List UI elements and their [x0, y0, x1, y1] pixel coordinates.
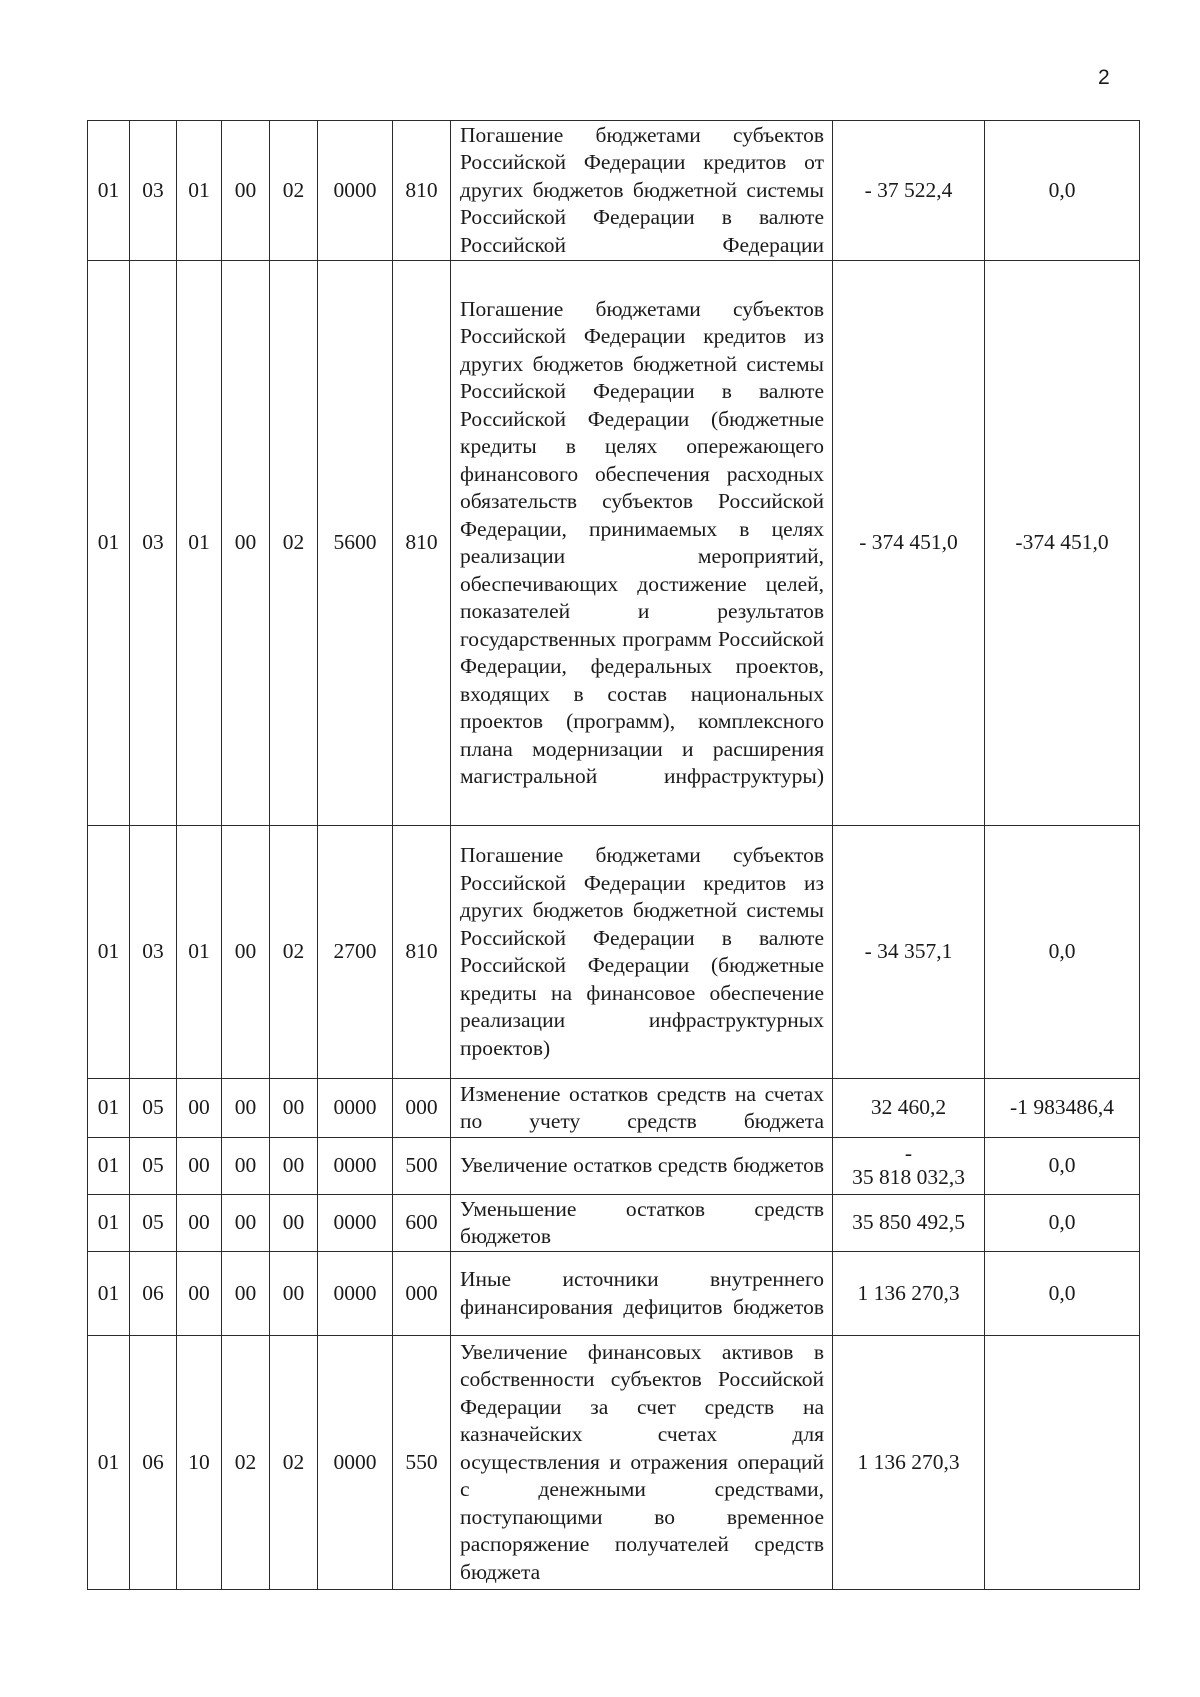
code-cell: 00 [222, 121, 270, 261]
table-row [88, 1195, 1140, 1252]
value-cell-1: - 34 357,1 [833, 826, 985, 1079]
code-cell: 000 [393, 1079, 451, 1138]
value-cell-1: - 37 522,4 [833, 121, 985, 261]
code-cell: 00 [270, 1079, 318, 1138]
code-cell: 810 [393, 826, 451, 1079]
code-cell: 02 [270, 121, 318, 261]
table-row [88, 1336, 1140, 1590]
code-cell: 00 [177, 1252, 222, 1336]
code-cell: 02 [222, 1336, 270, 1590]
code-cell: 00 [270, 1252, 318, 1336]
description-text: Изменение остатков средств на счетах по учету средств бюджета [460, 1081, 824, 1133]
description-text: Погашение бюджетами субъектов Российской Федерации кредитов от других бюджетов бюджетной системы Российской Федерации в валюте Российской Федерации [460, 122, 824, 257]
description-cell [451, 121, 833, 261]
value-cell-2: 0,0 [985, 1138, 1140, 1195]
code-cell: 00 [270, 1138, 318, 1195]
table-row [88, 826, 1140, 1079]
table-row [88, 1079, 1140, 1138]
code-cell: 00 [222, 826, 270, 1079]
value-cell-2 [985, 1336, 1140, 1590]
description-text: Уменьшение остатков средств бюджетов [460, 1196, 824, 1248]
value-cell-1: 1 136 270,3 [833, 1336, 985, 1590]
code-cell: 01 [88, 1336, 130, 1590]
code-cell: 550 [393, 1336, 451, 1590]
code-cell: 01 [88, 121, 130, 261]
value-cell-1: 32 460,2 [833, 1079, 985, 1138]
code-cell: 00 [222, 1252, 270, 1336]
value-prefix: - [904, 1141, 913, 1165]
code-cell: 02 [270, 261, 318, 826]
code-cell: 01 [177, 121, 222, 261]
value-main: 35 818 032,3 [852, 1165, 965, 1189]
code-cell: 01 [177, 826, 222, 1079]
code-cell: 00 [222, 1138, 270, 1195]
description-text: Увеличение остатков средств бюджетов [460, 1153, 824, 1178]
code-cell: 00 [177, 1079, 222, 1138]
value-cell-1: 1 136 270,3 [833, 1252, 985, 1336]
code-cell: 05 [130, 1079, 177, 1138]
value-cell-1: 35 850 492,5 [833, 1195, 985, 1252]
code-cell: 01 [177, 261, 222, 826]
code-cell: 000 [393, 1252, 451, 1336]
table-row [88, 1252, 1140, 1336]
value-cell-2: -374 451,0 [985, 261, 1140, 826]
code-cell: 05 [130, 1138, 177, 1195]
value-cell-2: -1 983486,4 [985, 1079, 1140, 1138]
value-cell-1: - 374 451,0 [833, 261, 985, 826]
page-number: 2 [1098, 66, 1110, 89]
code-cell: 02 [270, 1336, 318, 1590]
code-cell: 01 [88, 261, 130, 826]
table-row [88, 261, 1140, 826]
description-cell [451, 261, 833, 826]
value-cell-2: 0,0 [985, 1252, 1140, 1336]
value-cell-1 [833, 1138, 985, 1195]
code-cell: 0000 [318, 1336, 393, 1590]
description-text: Погашение бюджетами субъектов Российской Федерации кредитов из других бюджетов бюджетной системы Российской Федерации в валюте Российской Федерации (бюджетные кредиты в целях опережающего финансового обеспечения расходных обязательств субъектов Российской Федерации, принимаемых в целях реализации мероприятий, обеспечивающих достижение целей, показателей и результатов государственных программ Российской Федерации, федеральных проектов, входящих в состав национальных проектов (программ), комплексного плана модернизации и расширения магистральной инфраструктуры) [460, 296, 824, 788]
description-cell [451, 1336, 833, 1590]
code-cell: 5600 [318, 261, 393, 826]
description-cell [451, 1079, 833, 1138]
code-cell: 01 [88, 1195, 130, 1252]
code-cell: 01 [88, 1252, 130, 1336]
code-cell: 01 [88, 1138, 130, 1195]
code-cell: 0000 [318, 121, 393, 261]
code-cell: 01 [88, 1079, 130, 1138]
code-cell: 0000 [318, 1138, 393, 1195]
description-cell [451, 1252, 833, 1336]
code-cell: 810 [393, 261, 451, 826]
code-cell: 06 [130, 1252, 177, 1336]
code-cell: 01 [88, 826, 130, 1079]
code-cell: 2700 [318, 826, 393, 1079]
code-cell: 00 [222, 1195, 270, 1252]
description-cell [451, 1138, 833, 1195]
description-cell [451, 826, 833, 1079]
table-row [88, 121, 1140, 261]
code-cell: 500 [393, 1138, 451, 1195]
code-cell: 00 [222, 261, 270, 826]
description-text: Увеличение финансовых активов в собственности субъектов Российской Федерации за счет средств на казначейских счетах для осуществления и отражения операций с денежными средствами, поступающими во временное распоряжение получателей средств бюджета [460, 1339, 824, 1584]
code-cell: 0000 [318, 1252, 393, 1336]
table-row [88, 1138, 1140, 1195]
description-cell [451, 1195, 833, 1252]
code-cell: 0000 [318, 1195, 393, 1252]
code-cell: 06 [130, 1336, 177, 1590]
code-cell: 00 [177, 1138, 222, 1195]
value-cell-2: 0,0 [985, 1195, 1140, 1252]
code-cell: 02 [270, 826, 318, 1079]
value-cell-2: 0,0 [985, 826, 1140, 1079]
code-cell: 03 [130, 826, 177, 1079]
code-cell: 03 [130, 261, 177, 826]
code-cell: 600 [393, 1195, 451, 1252]
code-cell: 0000 [318, 1079, 393, 1138]
code-cell: 10 [177, 1336, 222, 1590]
code-cell: 810 [393, 121, 451, 261]
budget-sources-table [87, 120, 1140, 1590]
code-cell: 00 [222, 1079, 270, 1138]
code-cell: 03 [130, 121, 177, 261]
code-cell: 00 [177, 1195, 222, 1252]
code-cell: 05 [130, 1195, 177, 1252]
description-text: Иные источники внутреннего финансирования дефицитов бюджетов [460, 1267, 824, 1319]
description-text: Погашение бюджетами субъектов Российской Федерации кредитов из других бюджетов бюджетной системы Российской Федерации в валюте Российской Федерации (бюджетные кредиты на финансовое обеспечение реализации инфраструктурных проектов) [460, 843, 824, 1060]
value-cell-2: 0,0 [985, 121, 1140, 261]
code-cell: 00 [270, 1195, 318, 1252]
